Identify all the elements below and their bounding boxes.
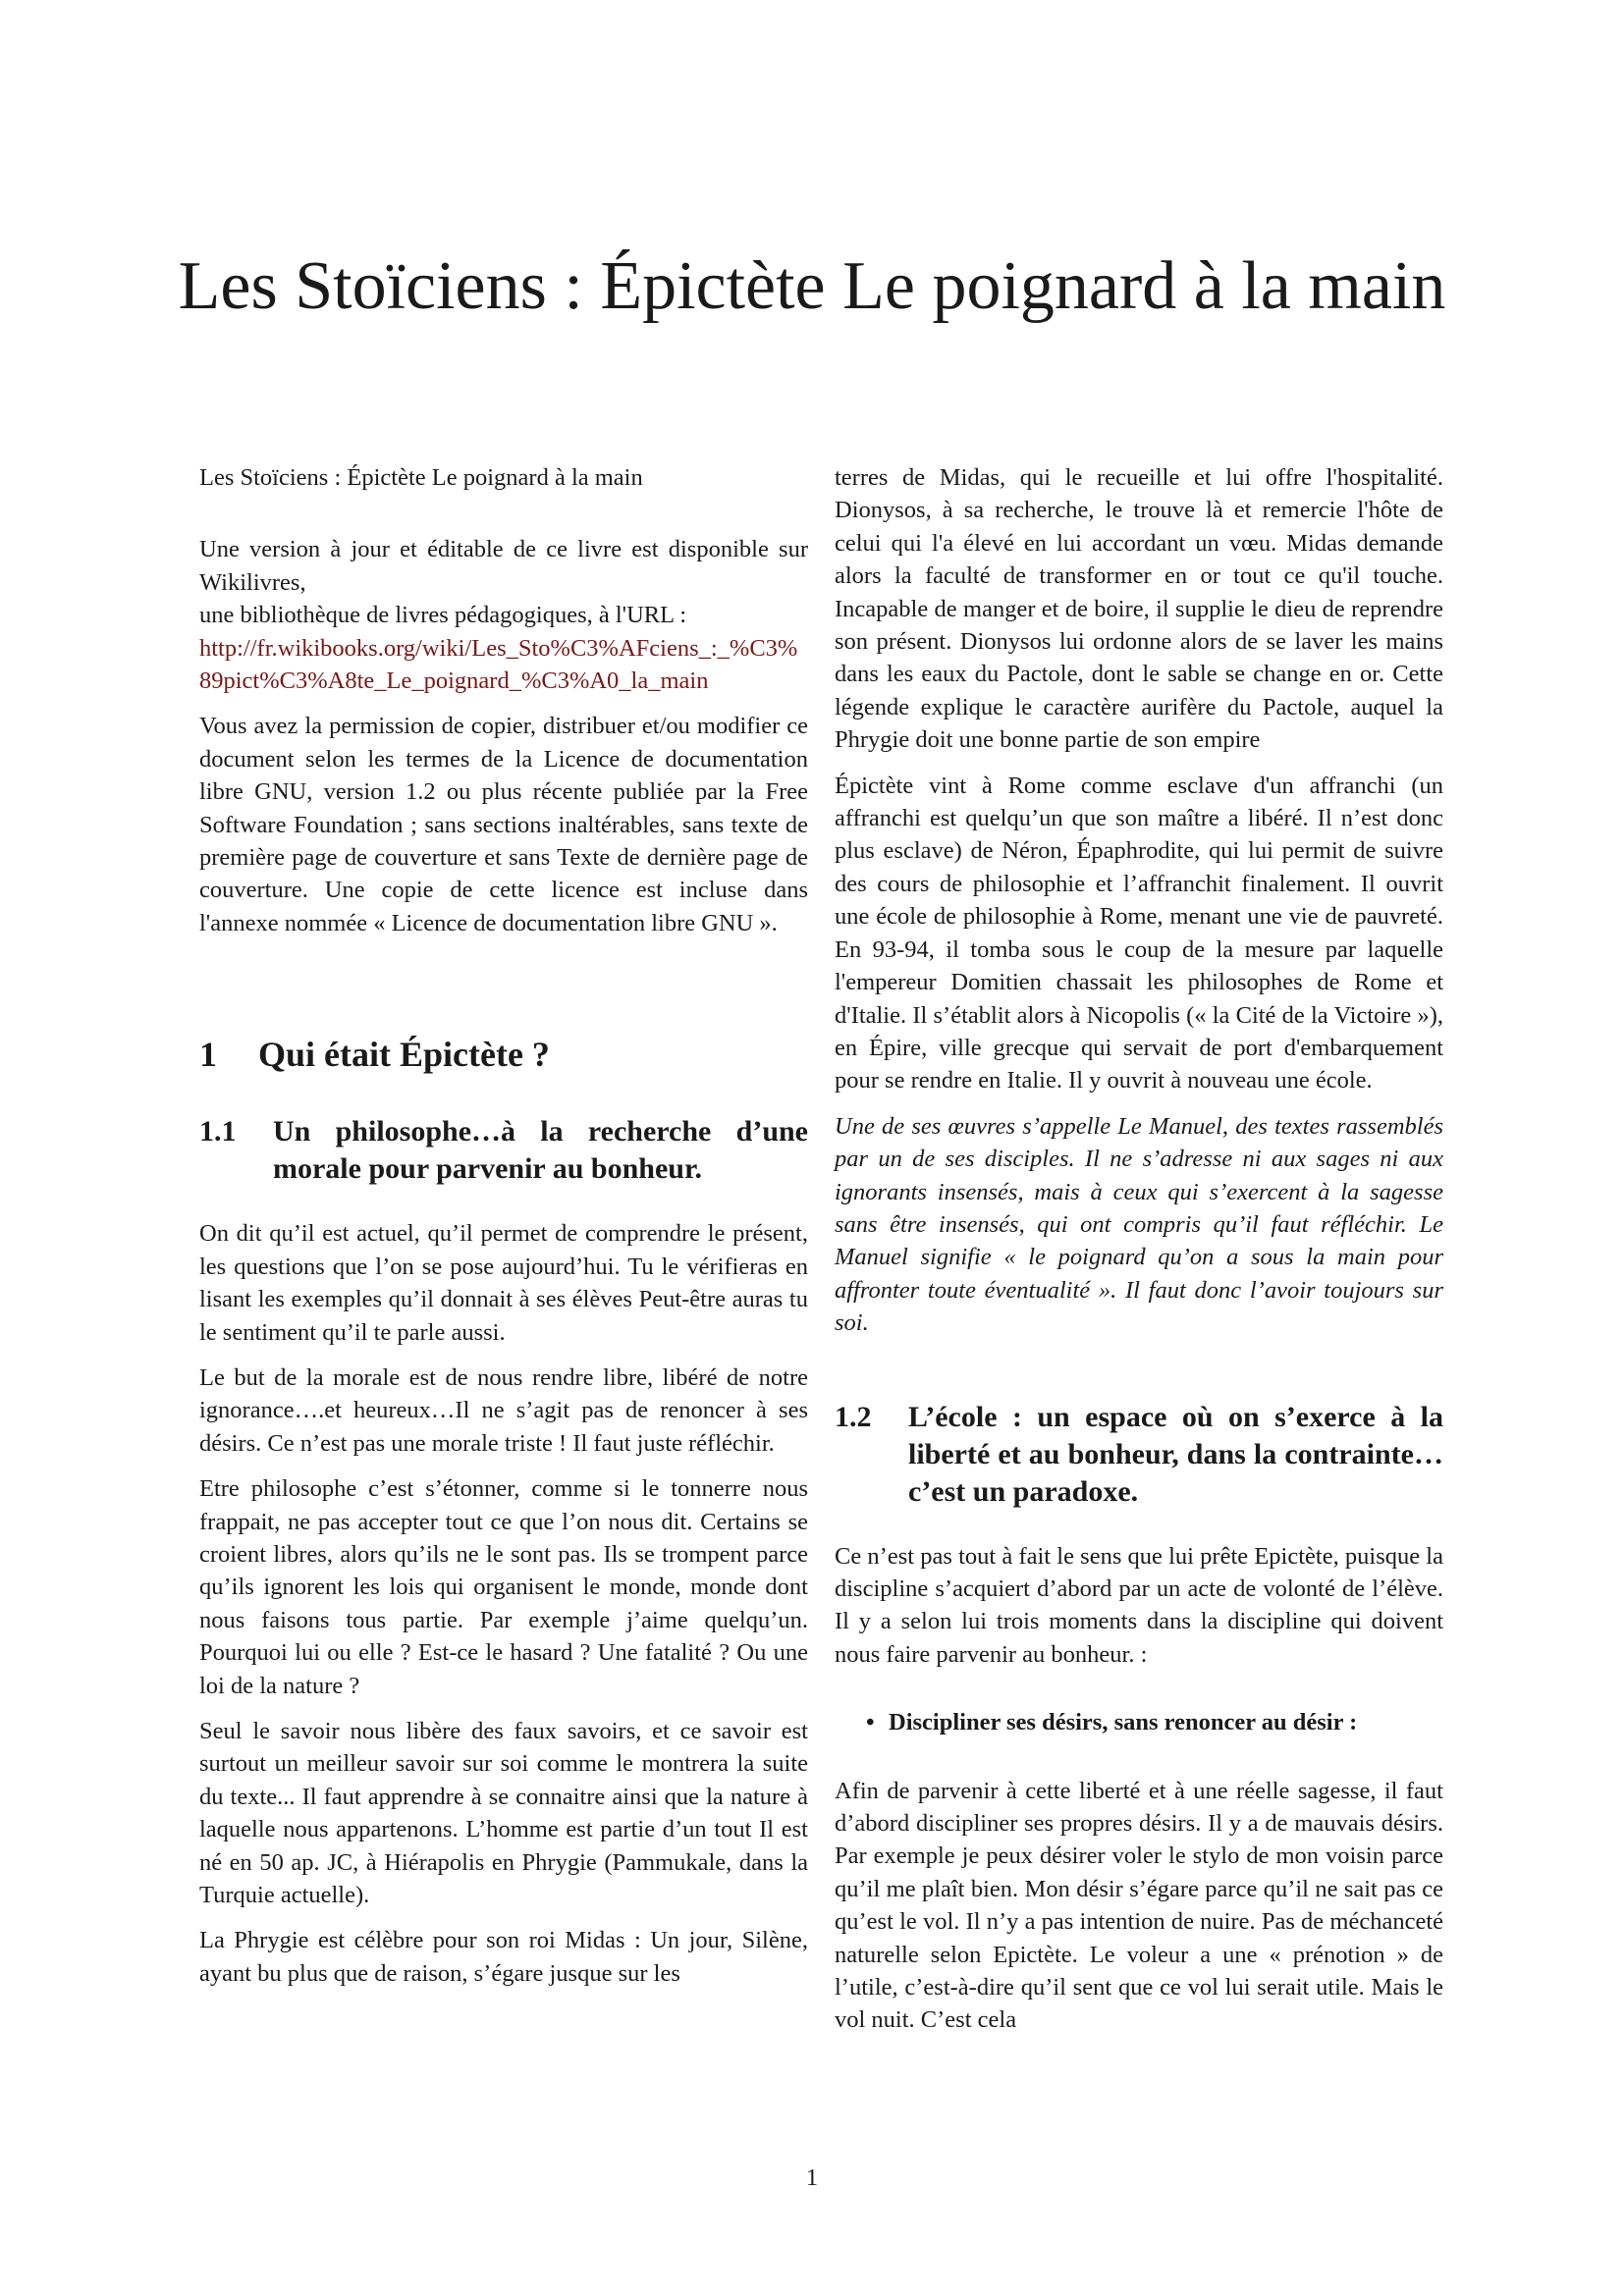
section-1-1-title: Un philosophe…à la recherche d’une morale pour parvenir au bonheur. — [273, 1115, 808, 1186]
paragraph: On dit qu’il est actuel, qu’il permet de comprendre le présent, les questions que l’on se pose aujourd’hui. Tu le vérifieras en lisant les exemples qu’il donnait à ses élèves Peut-être auras tu le sentiment qu’il te parle aussi. — [199, 1220, 808, 1346]
paragraph: Épictète vint à Rome comme esclave d'un affranchi (un affranchi est quelqu’un que son maître a libéré. Il n’est donc plus esclave) de Néron, Épaphrodite, qui lui permit de suivre des cours de philosophie et l’affranchit finalement. Il ouvrit une école de philosophie à Rome, menant une vie de pauvreté. En 93-94, il tomba sous le coup de la mesure par laquelle l'empereur Domitien chassait les philosophes de Rome et d'Italie. Il s’établit alors à Nicopolis (« la Cité de la Victoire »), en Épire, ville grecque qui servait de port d'embarquement pour se rendre en Italie. Il y ouvrit à nouveau une école. — [835, 772, 1443, 1095]
wikibooks-link[interactable]: http://fr.wikibooks.org/wiki/Les_Sto%C3%AFciens_:_%C3%89pict%C3%A8te_Le_poignard_%C3%A0_la_main — [199, 634, 798, 695]
page-number: 1 — [805, 2164, 819, 2191]
paragraph: terres de Midas, qui le recueille et lui offre l'hospitalité. Dionysos, à sa recherche, le trouve là et remercie l'hôte de celui qui l'a élevé en lui accordant un vœu. Midas demande alors la faculté de transformer en or tout ce qu'il touche. Incapable de manger et de boire, il supplie le dieu de reprendre son présent. Dionysos lui ordonne alors de se laver les mains dans les eaux du Pactole, dont le sable se change en or. Cette légende explique le caractère aurifère du Pactole, auquel la Phrygie doit une bonne partie de son empire — [835, 464, 1443, 754]
intro-title: Les Stoïciens : Épictète Le poignard à la main — [199, 464, 643, 491]
section-1-2-title: L’école : un espace où on s’exerce à la liberté et au bonheur, dans la contrainte…c’est un paradoxe. — [908, 1400, 1443, 1508]
section-1-heading — [199, 1033, 808, 1076]
availability-line-1: Une version à jour et éditable de ce livre est disponible sur Wikilivres, — [199, 536, 808, 596]
section-1-1-heading — [199, 1113, 808, 1188]
paragraph: Seul le savoir nous libère des faux savoirs, et ce savoir est surtout un meilleur savoir sur soi comme le montrera la suite du texte... Il faut apprendre à se connaitre ainsi que la nature à laquelle nous appartenons. L’homme est partie d’un tout Il est né en 50 ap. JC, à Hiérapolis en Phrygie (Pammukale, dans la Turquie actuelle). — [199, 1717, 808, 1908]
bullet-text: Discipliner ses désirs, sans renoncer au désir : — [889, 1709, 1358, 1736]
section-1-number: 1 — [199, 1035, 217, 1075]
section-1-2-number: 1.2 — [835, 1400, 872, 1433]
bullet-item — [835, 1706, 1443, 1738]
section-1-1-number: 1.1 — [199, 1115, 237, 1148]
page-title: Les Stoïciens : Épictète Le poignard à la main — [178, 248, 1446, 324]
section-1-title: Qui était Épictète ? — [258, 1035, 550, 1075]
availability-paragraph — [199, 533, 808, 697]
section-1-2-heading — [835, 1399, 1443, 1511]
availability-line-2: une bibliothèque de livres pédagogiques, à l'URL : — [199, 602, 687, 629]
license-paragraph: Vous avez la permission de copier, distribuer et/ou modifier ce document selon les termes de la Licence de documentation libre GNU, version 1.2 ou plus récente publiée par la Free Software Foundation ; sans sections inaltérables, sans texte de première page de couverture et sans Texte de dernière page de couverture. Une copie de cette licence est incluse dans l'annexe nommée « Licence de documentation libre GNU ». — [199, 713, 808, 936]
paragraph: Ce n’est pas tout à fait le sens que lui prête Epictète, puisque la discipline s’acquiert d’abord par un acte de volonté de l’élève. Il y a selon lui trois moments dans la discipline qui doivent nous faire parvenir au bonheur. : — [835, 1542, 1443, 1668]
italic-paragraph: Une de ses œuvres s’appelle Le Manuel, des textes rassemblés par un de ses disciples. Il ne s’adresse ni aux sages ni aux ignorants insensés, mais à ceux qui s’exercent à la sagesse sans être insensés, qui ont compris qu’il faut réfléchir. Le Manuel signifie « le poignard qu’on a sous la main pour affronter toute éventualité ». Il faut donc l’avoir toujours sur soi. — [835, 1112, 1443, 1337]
left-column — [199, 461, 808, 2002]
paragraph: Afin de parvenir à cette liberté et à une réelle sagesse, il faut d’abord discipliner ses propres désirs. Il y a de mauvais désirs. Par exemple je peux désirer voler le stylo de mon voisin parce qu’il me plaît bien. Mon désir s’égare parce qu’il ne sait pas ce qu’est le vol. Il n’y a pas intention de nuire. Pas de méchanceté naturelle selon Epictète. Le voleur a une « prénotion » de l’utile, c’est-à-dire qu’il sent que ce vol lui serait utile. Mais le vol nuit. C’est cela — [835, 1777, 1443, 2034]
bullet-icon: • — [866, 1709, 875, 1736]
paragraph: Le but de la morale est de nous rendre libre, libéré de notre ignorance….et heureux…Il ne s’agit pas de renoncer à ses désirs. Ce n’est pas une morale triste ! Il faut juste réfléchir. — [199, 1363, 808, 1457]
paragraph: La Phrygie est célèbre pour son roi Midas : Un jour, Silène, ayant bu plus que de raison, s’égare jusque sur les — [199, 1927, 808, 1987]
paragraph: Etre philosophe c’est s’étonner, comme si le tonnerre nous frappait, ne pas accepter tout ce que l’on nous dit. Certains se croient libres, alors qu’ils ne le sont pas. Ils se trompent parce qu’ils ignorent les lois qui organisent le monde, monde dont nous faisons tous partie. Par exemple j’aime quelqu’un. Pourquoi lui ou elle ? Est-ce le hasard ? Une fatalité ? Ou une loi de la nature ? — [199, 1475, 808, 1699]
right-column — [835, 461, 1443, 2050]
